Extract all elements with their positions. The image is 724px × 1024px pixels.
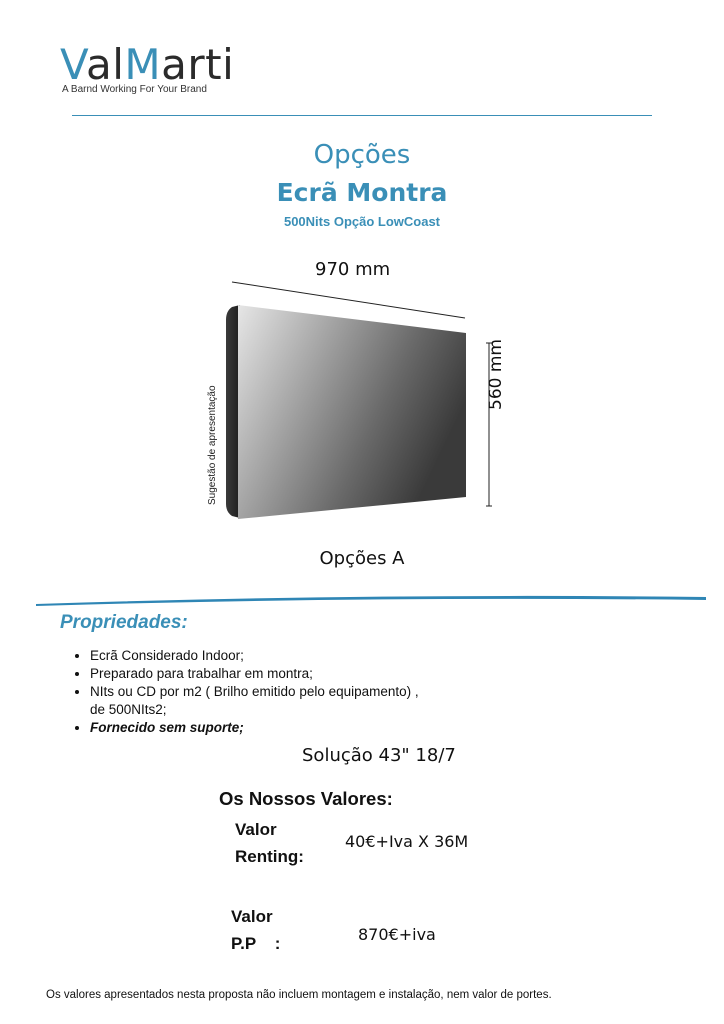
presentation-label: Sugestão de apresentação	[207, 385, 218, 505]
renting-label-line2: Renting:	[235, 847, 304, 866]
list-item: • Ecrã Considerado Indoor;	[90, 647, 420, 665]
screen-panel	[238, 305, 466, 519]
pp-label	[231, 903, 321, 957]
logo-letters-arti: arti	[161, 40, 235, 89]
width-label: 970 mm	[315, 259, 391, 280]
renting-label	[235, 816, 325, 870]
screen-bezel	[226, 305, 240, 518]
footer-note: Os valores apresentados nesta proposta não incluem montagem e instalação, nem valor de portes.	[46, 989, 552, 1001]
pp-value: 870€+iva	[358, 925, 436, 944]
list-item: • NIts ou CD por m2 ( Brilho emitido pelo equipamento) , de 500NIts2;	[90, 683, 420, 719]
list-item: • Preparado para trabalhar em montra;	[90, 665, 420, 683]
height-label: 560 mm	[486, 339, 506, 410]
logo-letter-m: M	[124, 40, 162, 89]
product-title: Ecrã Montra	[276, 178, 448, 207]
list-item: • Fornecido sem suporte;	[90, 719, 420, 737]
solution-label: Solução 43" 18/7	[302, 745, 456, 766]
logo-letter-v: V	[60, 40, 86, 89]
renting-value: 40€+Iva X 36M	[345, 832, 469, 851]
renting-label-line1: Valor	[235, 820, 277, 839]
pp-label-line1: Valor	[231, 907, 273, 926]
option-caption: Opções A	[319, 548, 405, 569]
properties-list	[72, 647, 420, 737]
product-subtitle: 500Nits Opção LowCoast	[283, 214, 441, 229]
logo-letters-al: al	[85, 40, 125, 89]
properties-title: Propriedades:	[60, 612, 188, 633]
values-title: Os Nossos Valores:	[219, 788, 393, 809]
brand-tagline: A Barnd Working For Your Brand	[62, 84, 207, 95]
pp-label-line2: P.P :	[231, 934, 281, 953]
heading-options: Opções	[313, 140, 411, 170]
section-divider	[0, 590, 724, 610]
